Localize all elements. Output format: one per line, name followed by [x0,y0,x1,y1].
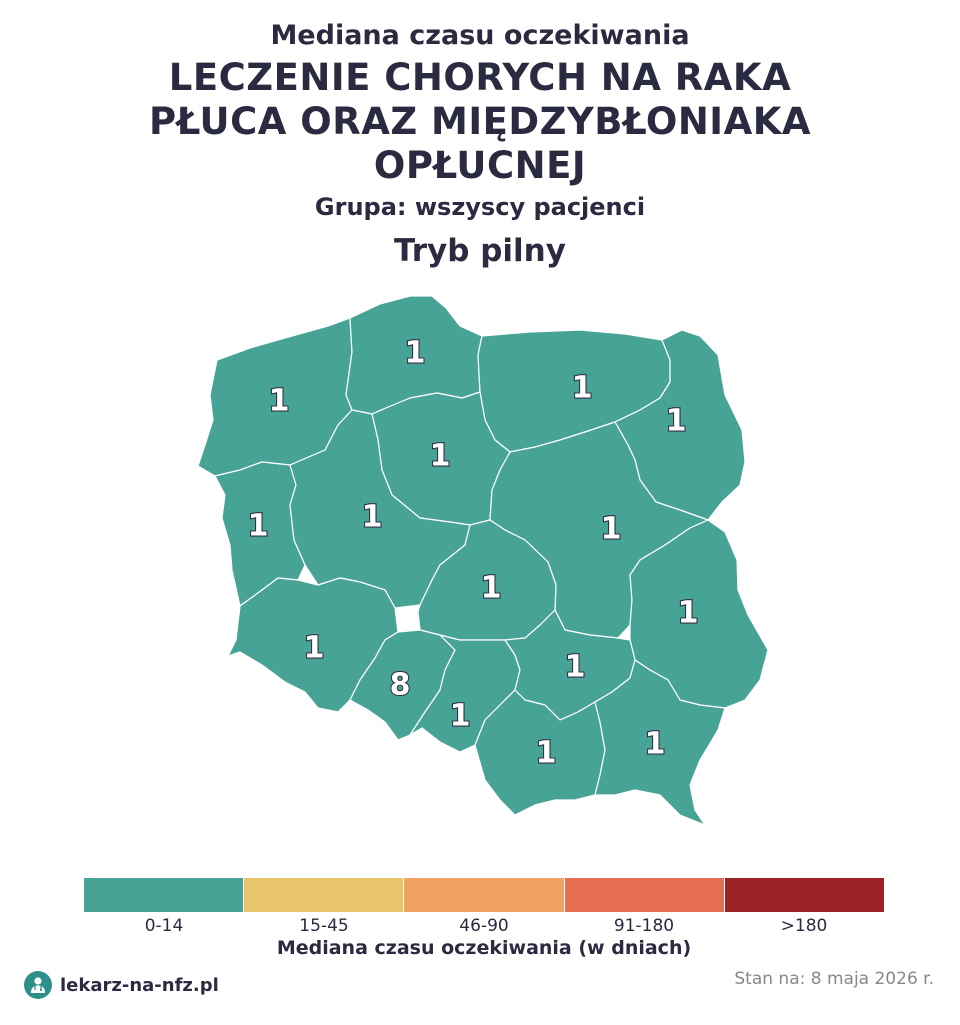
region-value-warminsko-mazurskie: 1 [571,370,593,406]
region-value-podlaskie: 1 [665,403,687,439]
map-subtitle: Mediana czasu oczekiwania [270,20,690,51]
legend-colorbar [84,878,884,912]
region-value-malopolskie: 1 [535,735,557,771]
logo-text: lekarz-na-nfz.pl [60,974,219,996]
legend-label-0: 0-14 [144,916,184,936]
region-value-zachodniopomorskie: 1 [268,383,290,419]
region-value-opolskie: 8 [389,667,411,703]
legend-label-3: 91-180 [613,916,675,936]
region-value-kujawsko-pomorskie: 1 [429,438,451,474]
doctor-icon [24,971,52,999]
region-value-mazowieckie: 1 [600,511,622,547]
region-value-lubelskie: 1 [677,595,699,631]
legend-label-1: 15-45 [299,916,349,936]
regions-layer [198,296,768,825]
legend-label-4: >180 [780,916,828,936]
legend-label-2: 46-90 [459,916,509,936]
region-value-lodzkie: 1 [480,570,502,606]
title-line-3: OPŁUCNEJ [373,144,587,187]
region-value-wielkopolskie: 1 [361,499,383,535]
poland-map [0,280,960,840]
legend-swatch-1 [243,878,403,912]
region-value-swietokrzyskie: 1 [564,649,586,685]
site-logo[interactable] [24,971,219,999]
region-value-podkarpackie: 1 [644,726,666,762]
map-title [0,56,960,188]
legend-swatch-3 [564,878,724,912]
title-line-2: PŁUCA ORAZ MIĘDZYBŁONIAKA [148,100,812,143]
legend-labels [84,914,884,936]
region-value-dolnoslaskie: 1 [303,630,325,666]
legend-swatch-4 [724,878,884,912]
title-line-1: LECZENIE CHORYCH NA RAKA [168,56,792,99]
legend-swatch-0 [84,878,243,912]
region-value-slaskie: 1 [449,698,471,734]
legend-title: Mediana czasu oczekiwania (w dniach) [276,937,692,959]
data-date: Stan na: 8 maja 2026 r. [734,969,934,989]
region-value-pomorskie: 1 [404,335,426,371]
region-value-lubuskie: 1 [247,508,269,544]
mode-label: Tryb pilny [394,233,566,269]
legend-swatch-2 [403,878,563,912]
patient-group: Grupa: wszyscy pacjenci [314,193,646,221]
